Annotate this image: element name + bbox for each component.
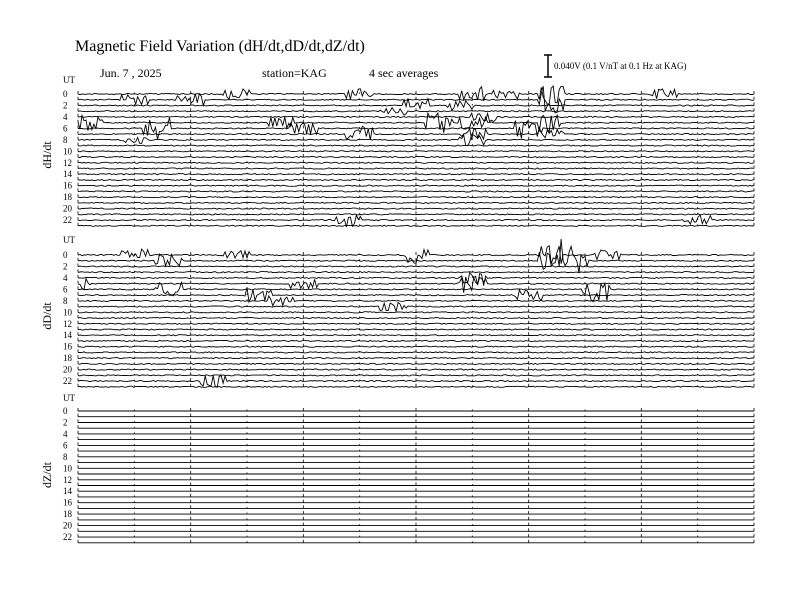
hour-label: 18 <box>63 192 72 203</box>
hour-label: 16 <box>63 180 72 191</box>
station-label: station=KAG <box>262 66 327 80</box>
hour-label: 4 <box>63 428 68 439</box>
hour-label: 14 <box>63 169 72 180</box>
hour-label: 18 <box>63 509 72 520</box>
panel-3 <box>40 393 754 543</box>
ut-label: UT <box>63 75 75 85</box>
hour-label: 8 <box>63 451 68 462</box>
hour-label: 12 <box>63 157 72 168</box>
hour-label: 6 <box>63 440 68 451</box>
hour-label: 8 <box>63 134 68 145</box>
panel-1 <box>40 75 754 227</box>
panel-label: dZ/dt <box>40 462 54 488</box>
hour-label: 20 <box>63 364 72 375</box>
hour-label: 10 <box>63 146 72 157</box>
hour-label: 12 <box>63 474 72 485</box>
panel-2 <box>40 235 754 387</box>
hour-label: 0 <box>63 250 68 260</box>
hour-label: 4 <box>63 111 68 122</box>
hour-label: 22 <box>63 215 72 226</box>
hour-label: 16 <box>63 497 72 508</box>
averaging-label: 4 sec averages <box>369 66 439 80</box>
trace-line <box>78 277 754 293</box>
hour-label: 0 <box>63 89 68 99</box>
scale-label: 0.040V (0.1 V/nT at 0.1 Hz at KAG) <box>554 61 687 71</box>
hour-label: 12 <box>63 318 72 329</box>
date-label: Jun. 7 , 2025 <box>100 66 162 80</box>
hour-label: 4 <box>63 272 68 283</box>
hour-label: 2 <box>63 417 68 428</box>
hour-label: 20 <box>63 520 72 531</box>
ut-label: UT <box>63 235 75 245</box>
hour-label: 18 <box>63 353 72 364</box>
hour-label: 2 <box>63 100 68 111</box>
hour-label: 14 <box>63 330 72 341</box>
hour-label: 2 <box>63 261 68 272</box>
hour-label: 10 <box>63 307 72 318</box>
page-title: Magnetic Field Variation (dH/dt,dD/dt,dZ/dt) <box>75 38 365 55</box>
hour-label: 0 <box>63 406 68 416</box>
hour-label: 10 <box>63 463 72 474</box>
hour-label: 8 <box>63 295 68 306</box>
panel-label: dH/dt <box>40 141 54 169</box>
hour-label: 22 <box>63 532 72 543</box>
hour-label: 6 <box>63 284 68 295</box>
hour-label: 16 <box>63 341 72 352</box>
ut-label: UT <box>63 393 75 403</box>
hour-label: 20 <box>63 203 72 214</box>
hour-label: 14 <box>63 486 72 497</box>
trace-line <box>78 86 754 104</box>
hour-label: 22 <box>63 376 72 387</box>
trace-line <box>78 239 754 273</box>
panel-label: dD/dt <box>40 302 54 330</box>
hour-label: 6 <box>63 123 68 134</box>
